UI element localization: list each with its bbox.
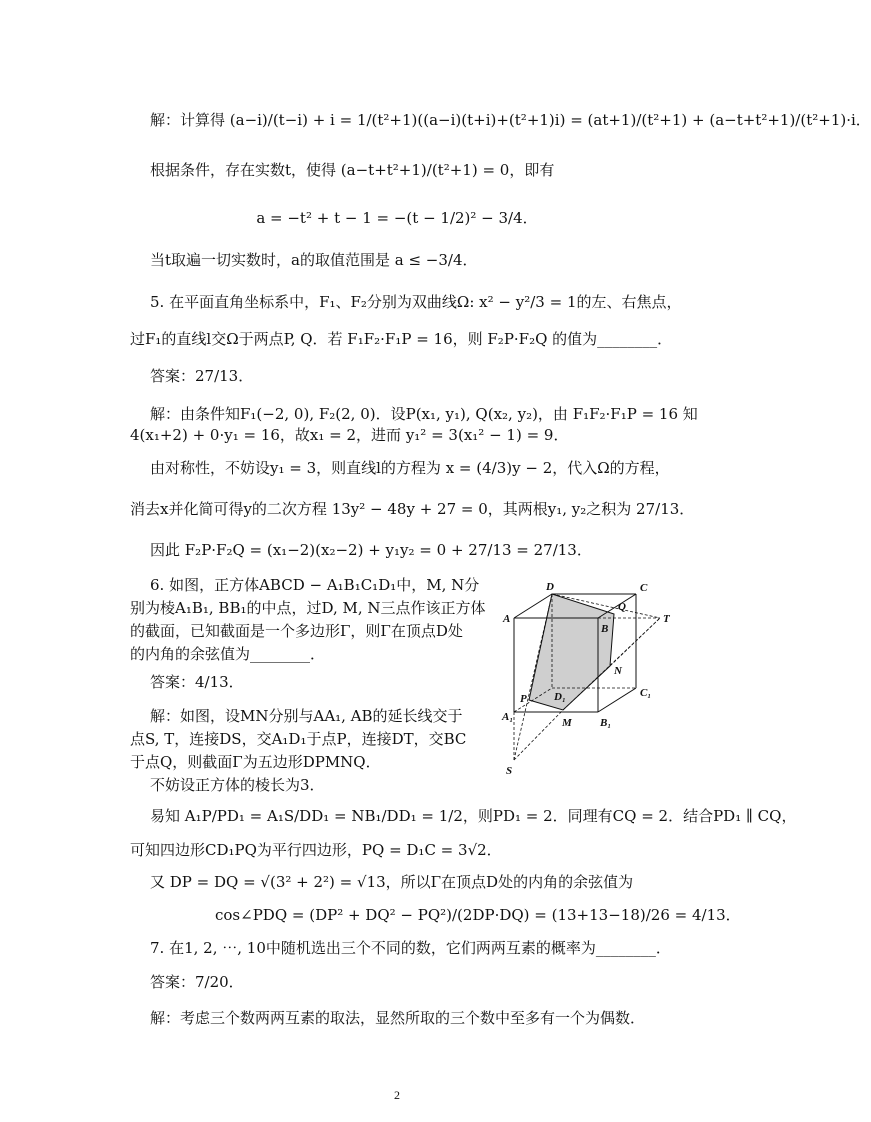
q6-stem-line-1: 6. 如图，正方体ABCD − A₁B₁C₁D₁中，M, N分 [150,576,480,594]
q6-stem-line-3: 的截面，已知截面是一个多边形Γ，则Γ在顶点D处 [130,622,463,640]
label-D1: D₁ [554,691,566,703]
q5-solution-line-5: 因此 F₂P·F₂Q = (x₁−2)(x₂−2) + y₁y₂ = 0 + 27/13 = 27/13． [150,541,592,559]
q6-stem-line-2: 别为棱A₁B₁, BB₁的中点，过D, M, N三点作该正方体 [130,599,486,617]
q6-solution-line-2: 点S, T，连接DS，交A₁D₁于点P，连接DT，交BC [130,730,467,748]
q7-answer: 答案：7/20． [150,973,244,991]
label-N: N [614,665,622,677]
q4-solution-line-3: a = −t² + t − 1 = −(t − 1/2)² − 3/4． [256,209,538,227]
label-B: B [601,623,609,635]
label-A: A [503,613,511,625]
label-C1: C₁ [640,687,652,699]
q5-solution-line-1: 解：由条件知F₁(−2, 0), F₂(2, 0)．设P(x₁, y₁), Q(x₂, y₂)，由 F₁F₂·F₁P = 16 知 [150,405,698,423]
q6-solution-line-8: cos∠PDQ = (DP² + DQ² − PQ²)/(2DP·DQ) = (13+13−18)/26 = 4/13． [215,906,741,924]
q5-stem-line-2: 过F₁的直线l交Ω于两点P, Q．若 F₁F₂·F₁P = 16，则 F₂P·F₂Q 的值为________． [130,330,673,348]
q6-solution-line-1: 解：如图，设MN分别与AA₁, AB的延长线交于 [150,707,463,725]
q5-stem-line-1: 5. 在平面直角坐标系中，F₁、F₂分别为双曲线Ω: x² − y²/3 = 1的左、右焦点， [150,293,682,311]
label-P: P [520,693,527,705]
q6-answer: 答案：4/13． [150,673,244,691]
q6-solution-line-3: 于点Q，则截面Γ为五边形DPMNQ． [130,753,381,771]
cross-section-polygon [529,594,614,710]
q4-solution-line-2: 根据条件，存在实数t，使得 (a−t+t²+1)/(t²+1) = 0，即有 [150,161,555,179]
q4-solution-line-4: 当t取遍一切实数时，a的取值范围是 a ≤ −3/4． [150,251,478,269]
q6-solution-line-5: 易知 A₁P/PD₁ = A₁S/DD₁ = NB₁/DD₁ = 1/2，则PD₁ = 2．同理有CQ = 2．结合PD₁ ∥ CQ， [150,807,797,825]
cube-figure [500,578,680,778]
label-A1: A₁ [502,711,514,723]
q7-stem: 7. 在1, 2, ⋯, 10中随机选出三个不同的数，它们两两互素的概率为________． [150,939,671,957]
q5-solution-line-3: 由对称性，不妨设y₁ = 3，则直线l的方程为 x = (4/3)y − 2，代入Ω的方程， [150,459,670,477]
q5-answer: 答案：27/13． [150,367,254,385]
q6-stem-line-4: 的内角的余弦值为________． [130,645,326,663]
label-D: D [546,581,554,593]
q5-solution-line-2: 4(x₁+2) + 0·y₁ = 16，故x₁ = 2，进而 y₁² = 3(x₁² − 1) = 9． [130,426,569,444]
q6-solution-line-7: 又 DP = DQ = √(3² + 2²) = √13，所以Γ在顶点D处的内角的余弦值为 [150,873,634,891]
q4-solution-line-1: 解：计算得 (a−i)/(t−i) + i = 1/(t²+1)((a−i)(t+i)+(t²+1)i) = (at+1)/(t²+1) + (a−t+t²+1)/(t²+1)·i． [150,111,871,129]
q6-solution-line-4: 不妨设正方体的棱长为3． [150,776,325,794]
label-M: M [562,717,572,729]
label-T: T [663,613,670,625]
label-Q: Q [618,601,626,613]
q5-solution-line-4: 消去x并化简可得y的二次方程 13y² − 48y + 27 = 0，其两根y₁, y₂之积为 27/13． [130,500,695,518]
label-S: S [506,765,513,777]
label-C: C [640,582,648,594]
label-B1: B₁ [600,717,612,729]
page-number: 2 [394,1088,400,1102]
q6-solution-line-6: 可知四边形CD₁PQ为平行四边形，PQ = D₁C = 3√2． [130,841,502,859]
q7-solution-line-1: 解：考虑三个数两两互素的取法，显然所取的三个数中至多有一个为偶数． [150,1009,646,1027]
